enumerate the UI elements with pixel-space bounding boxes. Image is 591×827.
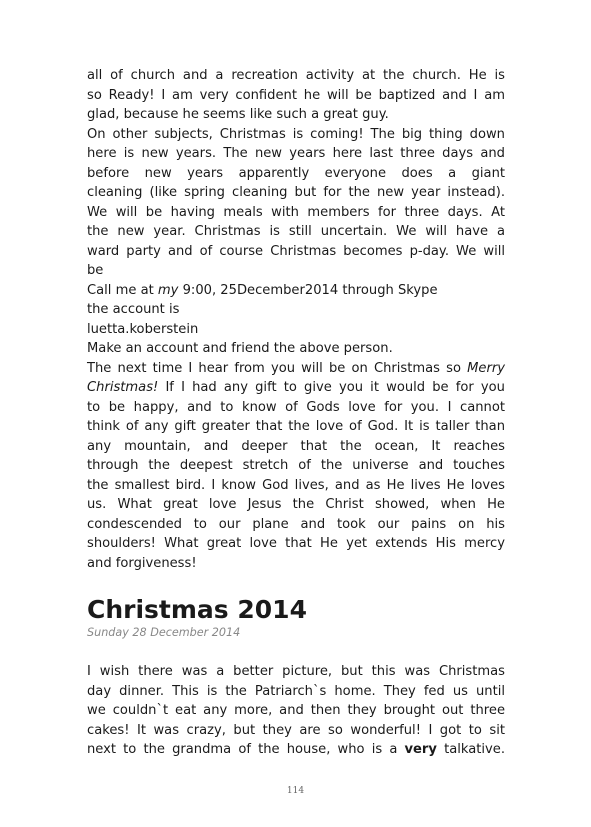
post-body (87, 662, 505, 760)
account-name: luetta.koberstein (87, 321, 199, 337)
call-italic: my (157, 282, 179, 298)
text-fragment: next to the grandma of the house, who is a (87, 742, 405, 757)
text-line: On other subjects, Christmas is coming! The big thing down (87, 126, 505, 142)
text-line: cleaning (like spring cleaning but for the new year instead). (87, 185, 505, 200)
text-line: us. What great love Jesus the Christ showed, when He (87, 497, 505, 512)
post-date: Sunday 28 December 2014 (87, 626, 241, 639)
page-number: 114 (286, 786, 305, 796)
text-line: to be happy, and to know of Gods love for you. I cannot (87, 399, 505, 415)
text-line: condescended to our plane and took our pains on his (87, 516, 505, 532)
text-bold: very (404, 742, 437, 757)
text-line (87, 359, 505, 379)
call-suffix: 9:00, 25December2014 through Skype (178, 282, 438, 298)
paragraph-gift (87, 359, 505, 574)
account-line: the account is (87, 302, 180, 317)
text-line: here is new years. The new years here last three days and (87, 146, 505, 161)
post-title: Christmas 2014 (87, 595, 307, 624)
text-line: all of church and a recreation activity at the church. He is (87, 68, 505, 83)
text-line (87, 740, 505, 760)
text-line: and forgiveness! (87, 555, 197, 571)
text-line: before new years apparently everyone does a giant (87, 165, 505, 181)
letter-body (87, 66, 505, 573)
text-line: think of any gift greater that the love of God. It is taller than (87, 419, 505, 434)
text-line: shoulders! What great love that He yet extends His mercy (87, 536, 505, 551)
text-line: cakes! It was crazy, but they are so wonderful! I got to sit (87, 722, 505, 738)
paragraph-christmas-dinner (87, 662, 505, 760)
text-line: glad, because he seems like such a great guy. (87, 107, 389, 122)
text-line: be (87, 263, 104, 278)
text-italic: Christmas! (87, 380, 159, 395)
text-fragment: talkative. (436, 742, 505, 757)
text-line: the new year. Christmas is still uncertain. We will have a (87, 224, 505, 239)
text-fragment: If I had any gift to give you it would be for you (158, 380, 505, 395)
make-account-line: Make an account and friend the above person. (87, 341, 393, 356)
text-italic: Merry (467, 360, 505, 376)
text-fragment: The next time I hear from you will be on Christmas so (87, 360, 468, 376)
text-line: through the deepest stretch of the universe and touches (87, 458, 505, 473)
text-line: I wish there was a better picture, but this was Christmas (87, 664, 505, 679)
call-line (87, 281, 505, 301)
text-line (87, 378, 505, 398)
call-prefix: Call me at (87, 282, 158, 298)
text-line: the smallest bird. I know God lives, and as He lives He loves (87, 477, 505, 493)
text-line: we couldn`t eat any more, and then they brought out three (87, 703, 505, 718)
text-line: day dinner. This is the Patriarch`s home. They fed us until (87, 683, 505, 699)
text-line: We will be having meals with members for three days. At (87, 204, 505, 220)
text-line: so Ready! I am very confident he will be baptized and I am (87, 87, 505, 103)
paragraph-christmas-plans (87, 125, 505, 281)
text-line: any mountain, and deeper that the ocean, It reaches (87, 438, 505, 454)
call-instructions (87, 281, 505, 359)
paragraph-baptism (87, 66, 505, 125)
text-line: ward party and of course Christmas becomes p-day. We will (87, 243, 505, 259)
